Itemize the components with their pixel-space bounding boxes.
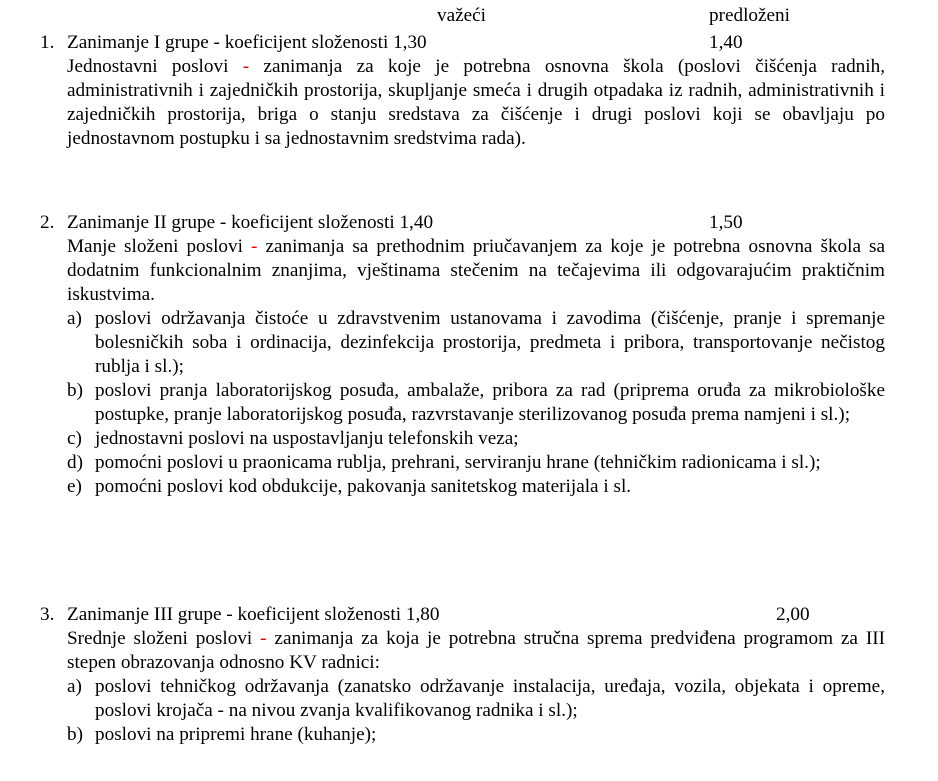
section-group-2 [0, 211, 938, 499]
list-item-label: b) [67, 724, 83, 745]
red-dash: - [251, 236, 258, 257]
list-item-label: a) [67, 308, 82, 329]
section-group-1 [0, 31, 938, 151]
section-title: Zanimanje II grupe - koeficijent složenosti 1,40 [67, 212, 434, 233]
list-item-text: poslovi pranja laboratorijskog posuđa, ambalaže, pribora za rad (priprema oruđa za mikrobiološke postupke, pranje laboratorijskog posuđa, razvrstavanje sterilizovanog posuđa prema namjeni i sl.); [95, 380, 885, 425]
section-number: 1. [40, 32, 55, 53]
list-item-label: b) [67, 380, 83, 401]
section-title-line [0, 603, 938, 627]
list-item-label: a) [67, 676, 82, 697]
list-item-text: poslovi održavanja čistoće u zdravstvenim ustanovama i zavodima (čišćenje, pranje i spremanje bolesničkih soba i ordinacija, dezinfekcija prostorija, predmeta i pribora, transportovanje nečistog rublja i sl.); [95, 308, 885, 377]
list-item [67, 723, 885, 747]
description-lead: Srednje složeni poslovi [67, 628, 253, 649]
list-item [67, 475, 885, 499]
list-item [67, 451, 885, 475]
list-item-label: e) [67, 476, 82, 497]
list-item-text: pomoćni poslovi u praonicama rublja, prehrani, serviranju hrane (tehničkim radionicama i sl.); [95, 452, 821, 473]
proposed-coefficient: 1,40 [709, 32, 743, 53]
section-description [67, 627, 885, 675]
red-dash: - [260, 628, 267, 649]
list-item [67, 427, 885, 451]
section-number: 3. [40, 604, 55, 625]
section-description [67, 235, 885, 307]
list-item-text: poslovi tehničkog održavanja (zanatsko održavanje instalacija, uređaja, vozila, objekata i opreme, poslovi krojača - na nivou zvanja kvalifikovanog radnika i sl.); [95, 676, 885, 721]
section-title: Zanimanje I grupe - koeficijent složenosti 1,30 [67, 32, 427, 53]
description-text: zanimanja za koja je potrebna stručna sprema predviđena programom za III stepen obrazovanja odnosno KV radnici: [67, 628, 885, 673]
red-dash: - [242, 56, 250, 77]
list-item-label: c) [67, 428, 82, 449]
list-item [67, 379, 885, 427]
description-text: zanimanja za koje je potrebna osnovna škola (poslovi čišćenja radnih, administrativnih i zajedničkih prostorija, skupljanje smeća i drugih otpadaka iz radnih, administrativnih i zajedničkih prostorija, briga o stanju sredstava za čišćenje i drugi poslovi koji se obavljaju po jednostavnom postupku i sa jednostavnim sredstvima rada). [67, 56, 885, 149]
section-description [67, 55, 885, 151]
column-header-current: važeći [437, 5, 486, 26]
list-item-text: pomoćni poslovi kod obdukcije, pakovanja sanitetskog materijala i sl. [95, 476, 632, 497]
description-lead: Jednostavni poslovi [67, 56, 229, 77]
description-lead: Manje složeni poslovi [67, 236, 243, 257]
proposed-coefficient: 2,00 [776, 604, 810, 625]
list-item [67, 675, 885, 723]
description-text: zanimanja sa prethodnim priučavanjem za koje je potrebna osnovna škola sa dodatnim funkcionalnim znanjima, vještinama stečenim na tečajevima ili odgovarajućim praktičnim iskustvima. [67, 236, 886, 305]
column-header-proposed: predloženi [709, 5, 790, 26]
list-item-text: poslovi na pripremi hrane (kuhanje); [95, 724, 377, 745]
section-title: Zanimanje III grupe - koeficijent složenosti 1,80 [67, 604, 440, 625]
section-title-line [0, 31, 938, 55]
list-item-text: jednostavni poslovi na uspostavljanju telefonskih veza; [95, 428, 519, 449]
section-number: 2. [40, 212, 55, 233]
section-group-3 [0, 603, 938, 747]
list-item-label: d) [67, 452, 83, 473]
list-item [67, 307, 885, 379]
proposed-coefficient: 1,50 [709, 212, 743, 233]
section-title-line [0, 211, 938, 235]
